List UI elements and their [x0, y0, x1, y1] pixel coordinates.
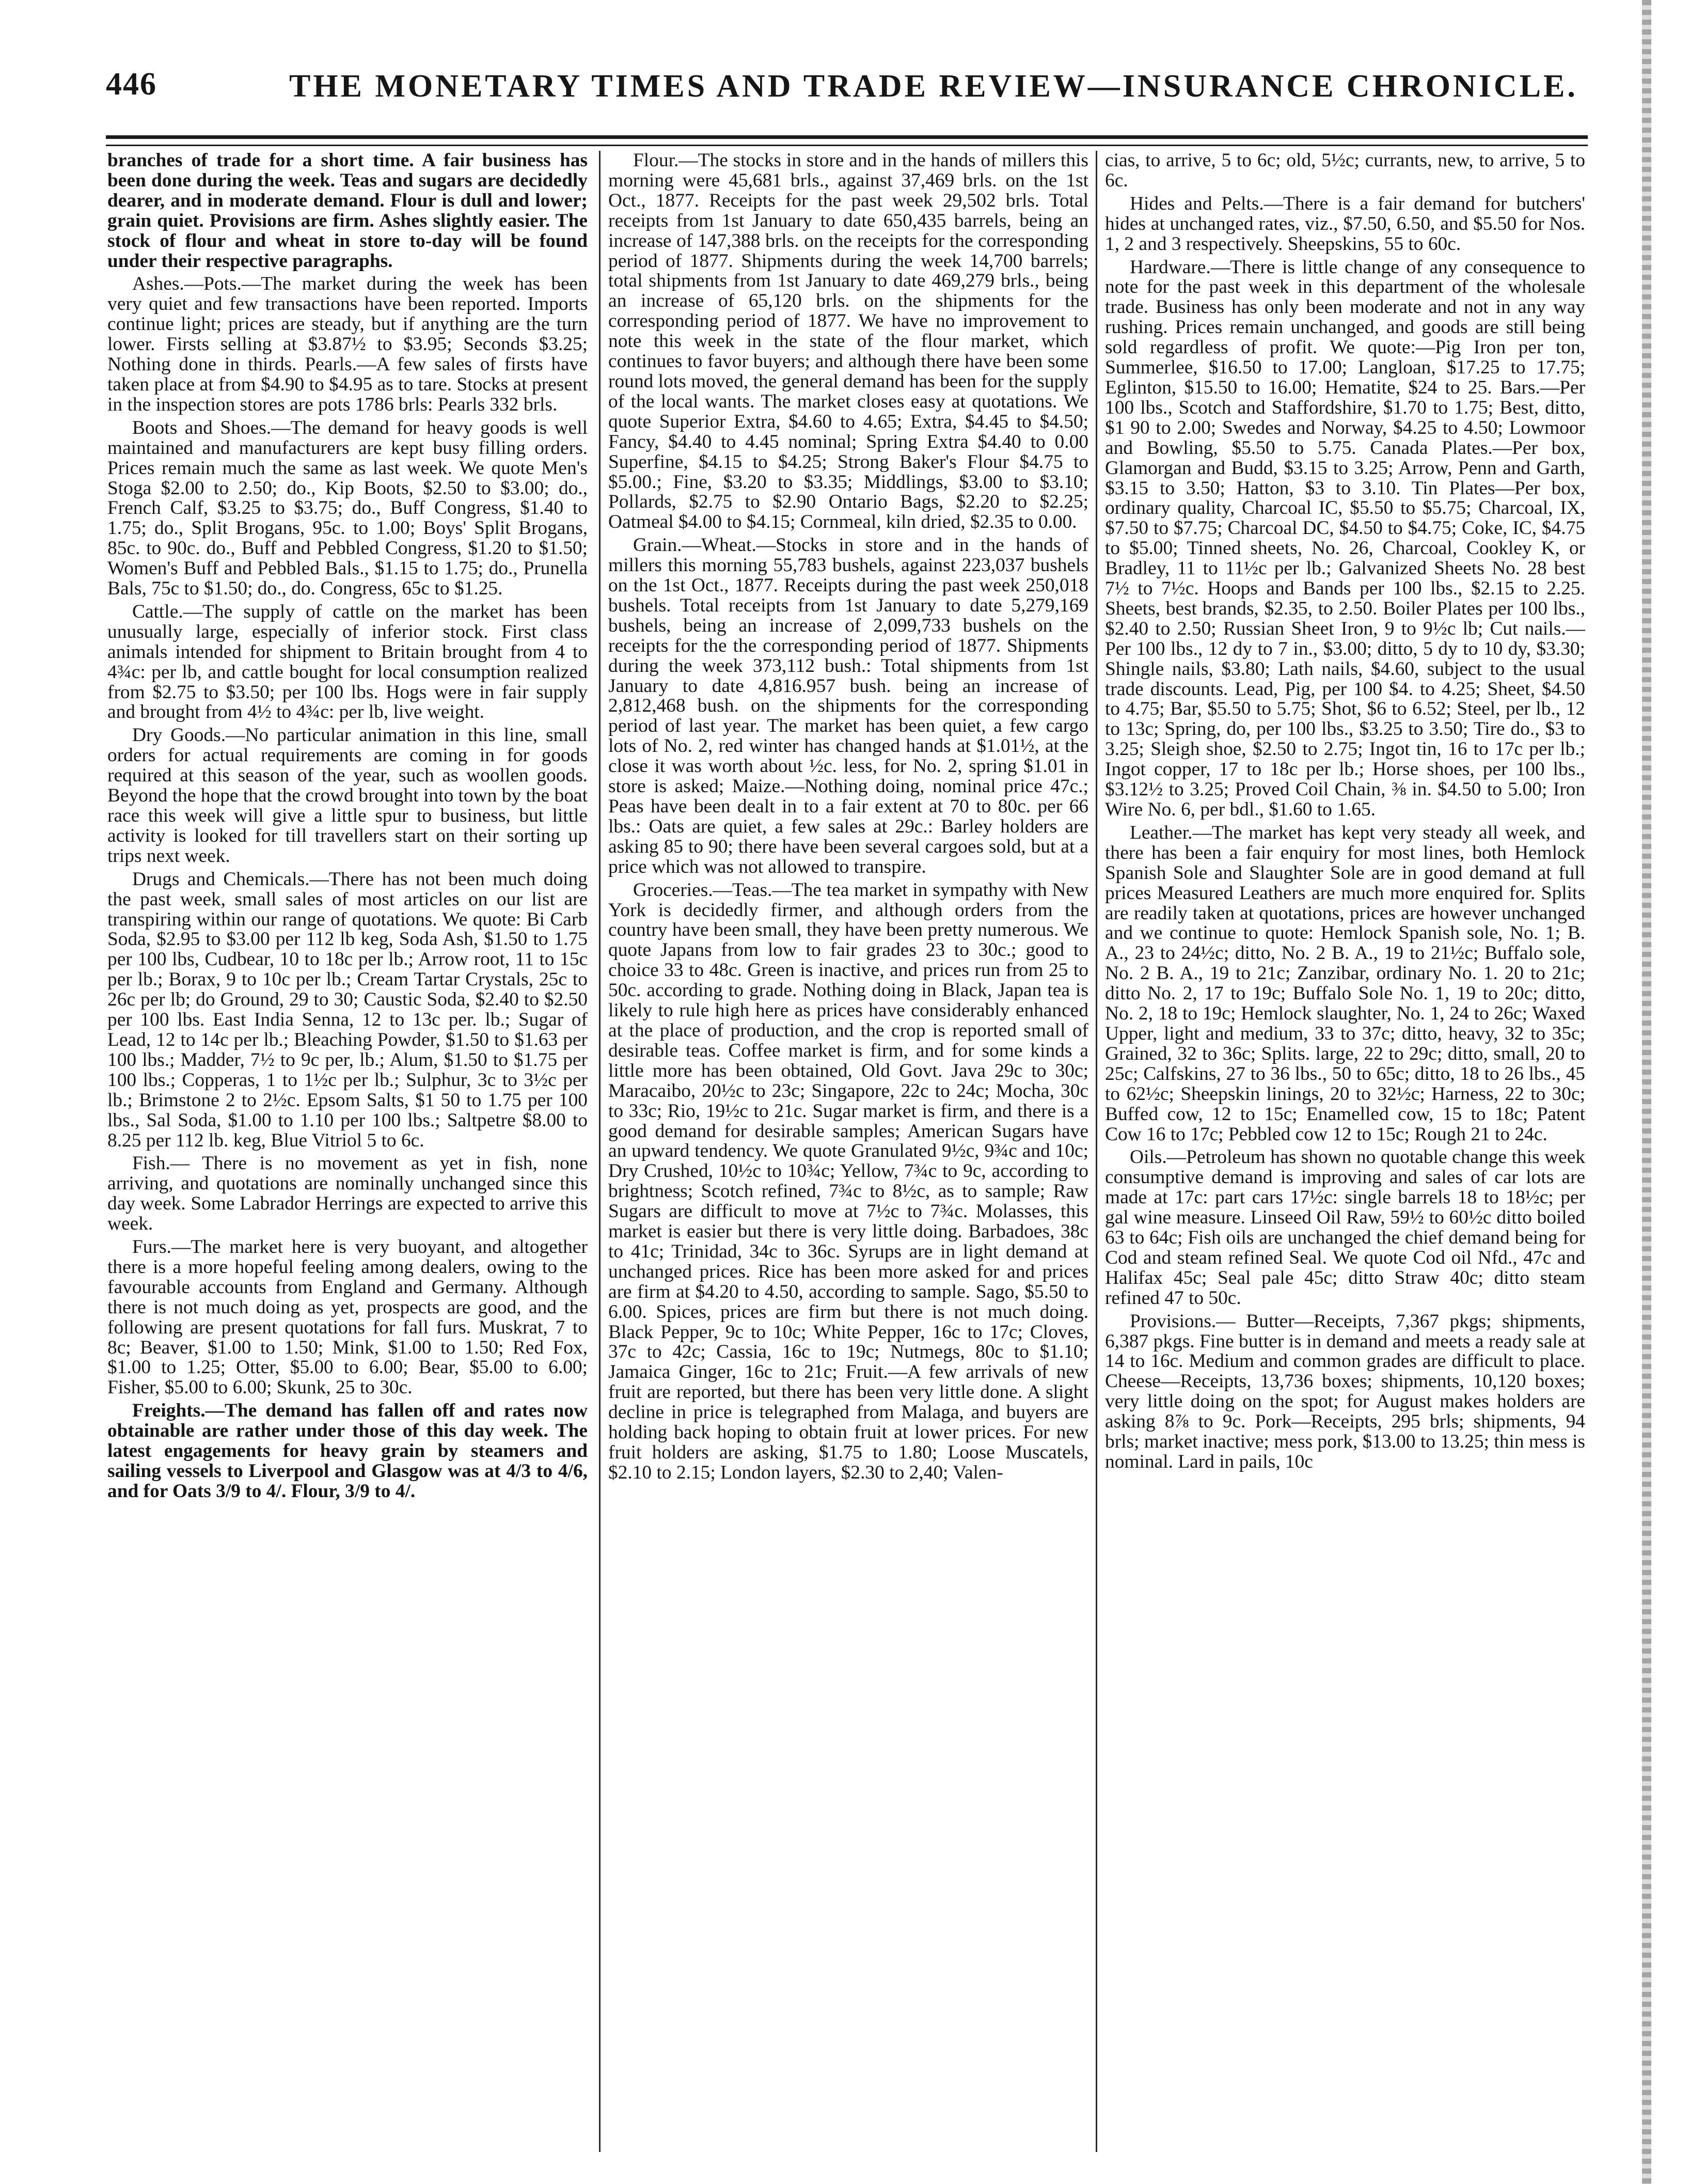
paragraph-grain: Grain.—Wheat.—Stocks in store and in the hands of millers this morning 55,783 bushels, against 223,037 bushels on the 1st Oct., 1877. Receipts during the past week 250,018 bushels. Total receipts from 1st January to date 5,279,169 bushels, being an increase of 2,099,733 bushels on the receipts for the the corresponding period of 1877. Shipments during the week 373,112 bush.: Total shipments from 1st January to date 4,816.957 bush. being an increase of 2,812,468 bush. on the shipments for the corresponding period of last year. The market has been quiet, a few cargo lots of No. 2, red winter has changed hands at $1.01½, at the close it was worth about ½c. less, for No. 2, spring $1.01 in store is asked; Maize.—Nothing doing, nominal price 47c.; Peas have been dealt in to a fair extent at 70 to 80c. per 66 lbs.: Oats are quiet, a few sales at 29c.: Barley holders are asking 85 to 90; there have been several cargoes sold, but at a price which was not allowed to transpire. — [608, 535, 1088, 877]
column-divider-2 — [1096, 151, 1097, 2152]
paragraph-ashes: Ashes.—Pots.—The market during the week has been very quiet and few transactions have been reported. Imports continue light; prices are steady, but if anything are the turn lower. Firsts selling at $3.87½ to $3.95; Seconds $3.25; Nothing done in thirds. Pearls.—A few sales of firsts have taken place at from $4.90 to $4.95 as to tare. Stocks at present in the inspection stores are pots 1786 brls: Pearls 332 brls. — [107, 273, 588, 415]
paragraph-boots-and-shoes: Boots and Shoes.—The demand for heavy goods is well maintained and manufacturers are kept busy filling orders. Prices remain much the same as last week. We quote Men's Stoga $2.00 to 2.50; do., Kip Boots, $2.50 to $3.00; do., French Calf, $3.25 to $3.75; do., Buff Congress, $1.40 to 1.75; do., Split Brogans, 95c. to 1.00; Boys' Split Brogans, 85c. to 90c. do., Buff and Pebbled Congress, $1.20 to $1.50; Women's Buff and Pebbled Bals., $1.15 to 1.75; do., Prunella Bals, 75c to $1.50; do., do. Congress, 65c to $1.25. — [107, 417, 588, 600]
header-rule-thin — [106, 145, 1588, 146]
column-divider-1 — [599, 151, 601, 2152]
paragraph-provisions: Provisions.— Butter—Receipts, 7,367 pkgs; shipments, 6,387 pkgs. Fine butter is in demand and meets a ready sale at 14 to 16c. Medium and common grades are difficult to place. Cheese—Receipts, 13,736 boxes; shipments, 10,120 boxes; very little doing on the spot; for August makes holders are asking 8⅞ to 9c. Pork—Receipts, 295 brls; shipments, 94 brls; market inactive; mess pork, $13.00 to 13.25; thin mess is nominal. Lard in pails, 10c — [1105, 1310, 1585, 1472]
text-column-2 — [608, 151, 1088, 2152]
paragraph-freights: Freights.—The demand has fallen off and rates now obtainable are rather under those of this day week. The latest engagements for heavy grain by steamers and sailing vessels to Liverpool and Glasgow was at 4/3 to 4/6, and for Oats 3/9 to 4/. Flour, 3/9 to 4/. — [107, 1400, 588, 1502]
text-column-1 — [107, 151, 588, 2152]
paragraph-trade-summary: branches of trade for a short time. A fair business has been done during the week. Teas and sugars are decidedly dearer, and in moderate demand. Flour is dull and lower; grain quiet. Provisions are firm. Ashes slightly easier. The stock of flour and wheat in store to-day will be found under their respective paragraphs. — [107, 151, 588, 272]
paragraph-valencias-continued: cias, to arrive, 5 to 6c; old, 5½c; currants, new, to arrive, 5 to 6c. — [1105, 151, 1585, 191]
paragraph-cattle: Cattle.—The supply of cattle on the market has been unusually large, especially of inferior stock. First class animals intended for shipment to Britain brought from 4 to 4¾c: per lb, and cattle bought for local consumption realized from $2.75 to $3.50; per 100 lbs. Hogs were in fair supply and brought from 4½ to 4¾c: per lb, live weight. — [107, 601, 588, 723]
page-number: 446 — [106, 67, 157, 102]
paragraph-hardware: Hardware.—There is little change of any consequence to note for the past week in this department of the wholesale trade. Business has only been moderate and not in any way rushing. Prices remain unchanged, and goods are still being sold regardless of profit. We quote:—Pig Iron per ton, Summerlee, $16.50 to 17.00; Langloan, $17.25 to 17.75; Eglinton, $15.50 to 16.00; Hematite, $24 to 25. Bars.—Per 100 lbs., Scotch and Staffordshire, $1.70 to 1.75; Best, ditto, $1 90 to 2.00; Swedes and Norway, $4.25 to 4.50; Lowmoor and Bowling, $5.50 to 5.75. Canada Plates.—Per box, Glamorgan and Budd, $3.15 to 3.25; Arrow, Penn and Garth, $3.15 to 3.50; Hatton, $3 to 3.10. Tin Plates—Per box, ordinary quality, Charcoal IC, $5.50 to $5.75; Charcoal, IX, $7.50 to $7.75; Charcoal DC, $4.50 to $4.75; Coke, IC, $4.75 to $5.00; Tinned sheets, No. 26, Charcoal, Cookley K, or Bradley, 11 to 11½c per lb.; Galvanized Sheets No. 28 best 7½ to 7½c. Hoops and Bands per 100 lbs., $2.15 to 2.25. Sheets, best brands, $2.35, to 2.50. Boiler Plates per 100 lbs., $2.40 to 2.50; Russian Sheet Iron, 9 to 9½c lb; Cut nails.—Per 100 lbs., 12 dy to 7 in., $3.00; ditto, 5 dy to 10 dy, $3.30; Shingle nails, $3.80; Lath nails, $4.60, subject to the usual trade discounts. Lead, Pig, per 100 $4. to 4.25; Sheet, $4.50 to 4.75; Bar, $5.50 to 5.75; Shot, $6 to 6.52; Steel, per lb., 12 to 13c; Spring, do, per 100 lbs., $3.25 to 3.50; Tire do., $3 to 3.25; Sleigh shoe, $2.50 to 2.75; Ingot tin, 16 to 17c per lb.; Ingot copper, 17 to 18c per lb.; Horse shoes, per 100 lbs., $3.12½ to 3.25; Proved Coil Chain, ⅜ in. $4.50 to 5.00; Iron Wire No. 6, per bdl., $1.60 to 1.65. — [1105, 256, 1585, 820]
paragraph-oils: Oils.—Petroleum has shown no quotable change this week consumptive demand is improving and sales of car lots are made at 17c: part cars 17½c: single barrels 18 to 18½c; per gal wine measure. Linseed Oil Raw, 59½ to 60½c ditto boiled 63 to 64c; Fish oils are unchanged the chief demand being for Cod and steam refined Seal. We quote Cod oil Nfd., 47c and Halifax 45c; Seal pale 45c; ditto Straw 40c; ditto steam refined 47 to 50c. — [1105, 1146, 1585, 1309]
running-head: THE MONETARY TIMES AND TRADE REVIEW—INSURANCE CHRONICLE. — [289, 69, 1578, 104]
paragraph-drugs-and-chemicals: Drugs and Chemicals.—There has not been much doing the past week, small sales of most articles on our list are transpiring within our range of quotations. We quote: Bi Carb Soda, $2.95 to $3.00 per 112 lb keg, Soda Ash, $1.50 to 1.75 per 100 lbs, Cudbear, 10 to 18c per lb.; Arrow root, 11 to 15c per lb.; Borax, 9 to 10c per lb.; Cream Tartar Crystals, 25c to 26c per lb; do Ground, 29 to 30; Caustic Soda, $2.40 to $2.50 per 100 lbs. East India Senna, 12 to 13c per. lb.; Sugar of Lead, 12 to 14c per lb.; Bleaching Powder, $1.50 to $1.63 per 100 lbs.; Madder, 7½ to 9c per, lb.; Alum, $1.50 to $1.75 per 100 lbs.; Copperas, 1 to 1½c per lb.; Sulphur, 3c to 3½c per lb.; Brimstone 2 to 2½c. Epsom Salts, $1 50 to 1.75 per 100 lbs., Sal Soda, $1.00 to 1.10 per 100 lbs.; Saltpetre $8.00 to 8.25 per 112 lb. keg, Blue Vitriol 5 to 6c. — [107, 868, 588, 1151]
page-header — [106, 66, 1588, 123]
header-rule-thick — [106, 135, 1588, 139]
paragraph-leather: Leather.—The market has kept very steady all week, and there has been a fair enquiry for most lines, both Hemlock Spanish Sole and Slaughter Sole are in good demand at full prices Measured Leathers are much more enquired for. Splits are readily taken at quotations, prices are however unchanged and we continue to quote: Hemlock Spanish sole, No. 1; B. A., 23 to 24½c; ditto, No. 2 B. A., 19 to 21½c; Buffalo sole, No. 2 B. A., 19 to 21c; Zanzibar, ordinary No. 1. 20 to 21c; ditto No. 2, 17 to 19c; Buffalo Sole No. 1, 19 to 20c; ditto, No. 2, 18 to 19c; Hemlock slaughter, No. 1, 24 to 26c; Waxed Upper, light and medium, 33 to 37c; ditto, heavy, 32 to 35c; Grained, 32 to 36c; Splits. large, 22 to 29c; ditto, small, 20 to 25c; Calfskins, 27 to 36 lbs., 50 to 65c; ditto, 18 to 26 lbs., 45 to 62½c; Sheepskin linings, 20 to 32½c; Harness, 22 to 30c; Buffed cow, 12 to 15c; Enamelled cow, 15 to 18c; Patent Cow 16 to 17c; Pebbled cow 12 to 15c; Rough 21 to 24c. — [1105, 822, 1585, 1145]
text-column-3 — [1105, 151, 1585, 2152]
paragraph-groceries: Groceries.—Teas.—The tea market in sympathy with New York is decidedly firmer, and although orders from the country have been small, they have been pretty numerous. We quote Japans from low to fair grades 23 to 30c.; good to choice 33 to 48c. Green is inactive, and prices run from 25 to 50c. according to grade. Nothing doing in Black, Japan tea is likely to rule high here as prices have considerably enhanced at the place of production, and the crop is reported small of desirable teas. Coffee market is firm, and for some kinds a little more has been obtained, Old Govt. Java 29c to 30c; Maracaibo, 20½c to 23c; Singapore, 22c to 24c; Mocha, 30c to 33c; Rio, 19½c to 21c. Sugar market is firm, and there is a good demand for desirable samples; American Sugars have an upward tendency. We quote Granulated 9½c, 9¾c and 10c; Dry Crushed, 10½c to 10¾c; Yellow, 7¾c to 9c, according to brightness; Scotch refined, 7¾c to 8½c, as to sample; Raw Sugars are difficult to move at 7½c to 7¾c. Molasses, this market is easier but there is very little doing. Barbadoes, 38c to 41c; Trinidad, 34c to 36c. Syrups are in light demand at unchanged prices. Rice has been more asked for and prices are firm at $4.20 to 4.50, according to sample. Sago, $5.50 to 6.00. Spices, prices are firm but there is not much doing. Black Pepper, 9c to 10c; White Pepper, 16c to 17c; Cloves, 37c to 42c; Cassia, 16c to 19c; Nutmegs, 80c to $1.10; Jamaica Ginger, 16c to 21c; Fruit.—A few arrivals of new fruit are reported, but there has been very little done. A slight decline in price is telegraphed from Malaga, and buyers are holding back hoping to obtain fruit at lower prices. For new fruit holders are asking, $1.75 to 1.80; Loose Muscatels, $2.10 to 2.15; London layers, $2.30 to 2,40; Valen- — [608, 879, 1088, 1483]
paragraph-furs: Furs.—The market here is very buoyant, and altogether there is a more hopeful feeling among dealers, owing to the favourable accounts from England and Germany. Although there is not much doing as yet, prospects are good, and the following are present quotations for fall furs. Muskrat, 7 to 8c; Beaver, $1.00 to 1.50; Mink, $1.00 to 1.50; Red Fox, $1.00 to 1.25; Otter, $5.00 to 6.00; Bear, $5.00 to 6.00; Fisher, $5.00 to 6.00; Skunk, 25 to 30c. — [107, 1236, 588, 1399]
paragraph-flour: Flour.—The stocks in store and in the hands of millers this morning were 45,681 brls., against 37,469 brls. on the 1st Oct., 1877. Receipts for the past week 29,502 brls. Total receipts from 1st January to date 650,435 barrels, being an increase of 147,388 brls. on the receipts for the corresponding period of 1877. Shipments during the week 14,700 barrels; total shipments from 1st January to date 469,279 brls., being an increase of 65,120 brls. on the shipments for the corresponding period of 1877. We have no improvement to note this week in the state of the flour market, which continues to favor buyers; and although there have been some round lots moved, the general demand has been for the supply of the local wants. The market closes easy at quotations. We quote Superior Extra, $4.60 to 4.65; Extra, $4.45 to $4.50; Fancy, $4.40 to 4.45 nominal; Spring Extra $4.40 to 0.00 Superfine, $4.15 to $4.25; Strong Baker's Flour $4.75 to $5.00.; Fine, $3.20 to $3.35; Middlings, $3.00 to $3.10; Pollards, $2.75 to $2.90 Ontario Bags, $2.20 to $2.25; Oatmeal $4.00 to $4.15; Cornmeal, kiln dried, $2.35 to 0.00. — [608, 151, 1088, 533]
binding-edge-mark — [1642, 0, 1651, 2184]
paragraph-hides-and-pelts: Hides and Pelts.—There is a fair demand for butchers' hides at unchanged rates, viz., $7.50, 6.50, and $5.50 for Nos. 1, 2 and 3 respectively. Sheepskins, 55 to 60c. — [1105, 193, 1585, 255]
paragraph-dry-goods: Dry Goods.—No particular animation in this line, small orders for actual requirements are coming in for goods required at this season of the year, such as woollen goods. Beyond the hope that the crowd brought into town by the boat race this week will give a little spur to business, but little activity is looked for till travellers start on their sorting up trips next week. — [107, 725, 588, 867]
paragraph-fish: Fish.— There is no movement as yet in fish, none arriving, and quotations are nominally unchanged since this day week. Some Labrador Herrings are expected to arrive this week. — [107, 1153, 588, 1235]
